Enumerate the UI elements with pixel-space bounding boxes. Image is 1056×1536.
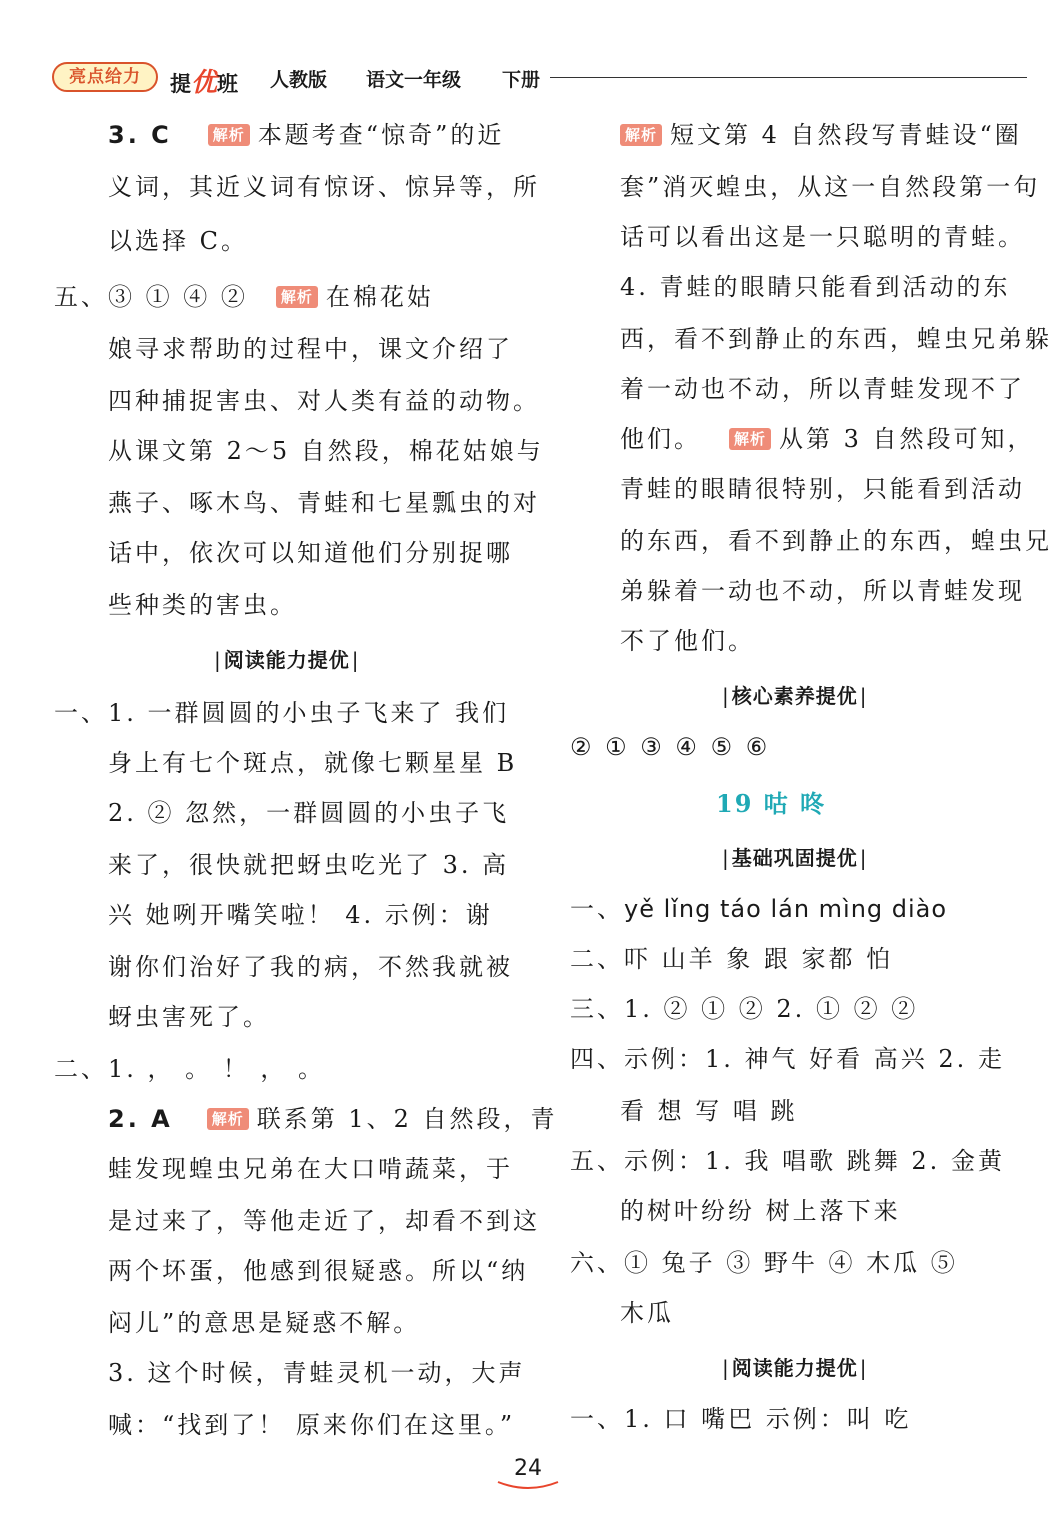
answer-line: 解析 短文第 4 自然段写青蛙设“圈 [620,120,1022,150]
analysis-tag: 解析 [207,1108,249,1130]
answer-line: 一、1. 口 嘴巴 示例：叫 吃 [570,1405,912,1433]
answer-line: 六、① 兔子 ③ 野牛 ④ 木瓜 ⑤ [570,1249,958,1277]
lesson-title: 19 咕 咚 [716,789,827,818]
section-title: | 阅读能力提优 | [722,1352,868,1381]
answer-line: 青蛙的眼睛很特别，只能看到活动 [620,475,1025,503]
answer-line: 些种类的害虫。 [108,591,297,619]
answer-line: 不了他们。 [620,627,755,655]
volume-label: 下册 [502,69,541,91]
answer-line: 弟躲着一动也不动，所以青蛙发现 [620,577,1025,605]
answer-line: 燕子、啄木鸟、青蛙和七星瓢虫的对 [108,489,540,517]
answer-line: 四、示例：1. 神气 好看 高兴 2. 走 [570,1045,1005,1073]
answer-line: 话可以看出这是一只聪明的青蛙。 [620,223,1025,251]
answer-line: 身上有七个斑点，就像七颗星星 B [108,749,518,777]
answer-line: 二、1. ， 。 ！ ， 。 [54,1055,326,1083]
answer-line: 话中，依次可以知道他们分别捉哪 [108,539,513,567]
answer-line: 五、③ ① ④ ② 解析 在棉花姑 [54,283,434,311]
answer-line: 义词，其近义词有惊讶、惊异等，所 [108,173,540,201]
answer-line: 五、示例：1. 我 唱歌 跳舞 2. 金黄 [570,1147,1005,1175]
section-title: | 基础巩固提优 | [722,842,868,871]
page-number-swoosh [496,1478,560,1492]
answer-line: 一、1. 一群圆圆的小虫子飞来了 我们 [54,699,510,727]
answer-line: 四种捕捉害虫、对人类有益的动物。 [108,387,540,415]
answer-line: 木瓜 [620,1299,674,1327]
brand-badge: 亮点给力 [52,62,158,92]
brand-name-post: 班 [217,72,239,96]
answer-line: 娘寻求帮助的过程中，课文介绍了 [108,335,513,363]
analysis-tag: 解析 [620,124,662,146]
pinyin-answers: yě lǐng táo lán mìng diào [624,895,948,923]
section-title: | 阅读能力提优 | [214,644,360,673]
answer-line: 西，看不到静止的东西，蝗虫兄弟躲 [620,325,1052,353]
answer-line: 2. ② 忽然，一群圆圆的小虫子飞 [108,799,510,827]
edition-label: 人教版 [270,69,328,91]
brand-name-pre: 提 [170,72,191,96]
page-number: 24 [514,1456,542,1481]
answer-line: ② ① ③ ④ ⑤ ⑥ [570,733,771,761]
answer-line: 来了，很快就把蚜虫吃光了 3. 高 [108,851,510,879]
answer-line: 三、1. ② ① ② 2. ① ② ② [570,995,919,1023]
answer-line: 闷儿”的意思是疑惑不解。 [108,1309,421,1337]
subject-label: 语文一年级 [366,69,462,91]
answer-line: 二、吓 山羊 象 跟 家都 怕 [570,945,894,973]
answer-line: 的树叶纷纷 树上落下来 [620,1197,901,1225]
answer-line: 是过来了，等他走近了，却看不到这 [108,1207,540,1235]
answer-line: 蚜虫害死了。 [108,1003,270,1031]
analysis-tag: 解析 [276,286,318,308]
answer-line: 从课文第 2～5 自然段，棉花姑娘与 [108,437,544,465]
answer-line: 一、yě lǐng táo lán mìng diào [570,895,948,923]
answer-line: 套”消灭蝗虫，从这一自然段第一句 [620,173,1041,201]
answer-line: 两个坏蛋，他感到很疑惑。所以“纳 [108,1257,529,1285]
answer-line: 兴 她咧开嘴笑啦！ 4. 示例：谢 [108,901,493,929]
brand-name [170,62,238,99]
answer-line: 看 想 写 唱 跳 [620,1097,798,1125]
answer-line: 以选择 C。 [108,227,248,255]
answer-line: 4. 青蛙的眼睛只能看到活动的东 [620,273,1011,301]
analysis-tag: 解析 [208,124,250,146]
answer-line: 他们。 解析 从第 3 自然段可知， [620,425,1035,453]
answer-line: 喊：“找到了！ 原来你们在这里。” [108,1411,516,1439]
header-rule [550,77,1027,78]
answer-line: 3. 这个时候，青蛙灵机一动，大声 [108,1359,526,1387]
answer-line: 的东西，看不到静止的东西，蝗虫兄 [620,527,1052,555]
answer-line: 3. C 解析 本题考查“惊奇”的近 [108,121,505,149]
answer-line: 谢你们治好了我的病，不然我就被 [108,953,513,981]
answer-line: 2. A 解析 联系第 1、2 自然段，青 [108,1105,558,1133]
answer-line: 蛙发现蝗虫兄弟在大口啃蔬菜，于 [108,1155,513,1183]
section-title: | 核心素养提优 | [722,680,868,709]
analysis-tag: 解析 [729,428,771,450]
page-header [52,60,1027,96]
brand-name-highlight: 优 [191,68,218,98]
answer-line: 着一动也不动，所以青蛙发现不了 [620,375,1025,403]
